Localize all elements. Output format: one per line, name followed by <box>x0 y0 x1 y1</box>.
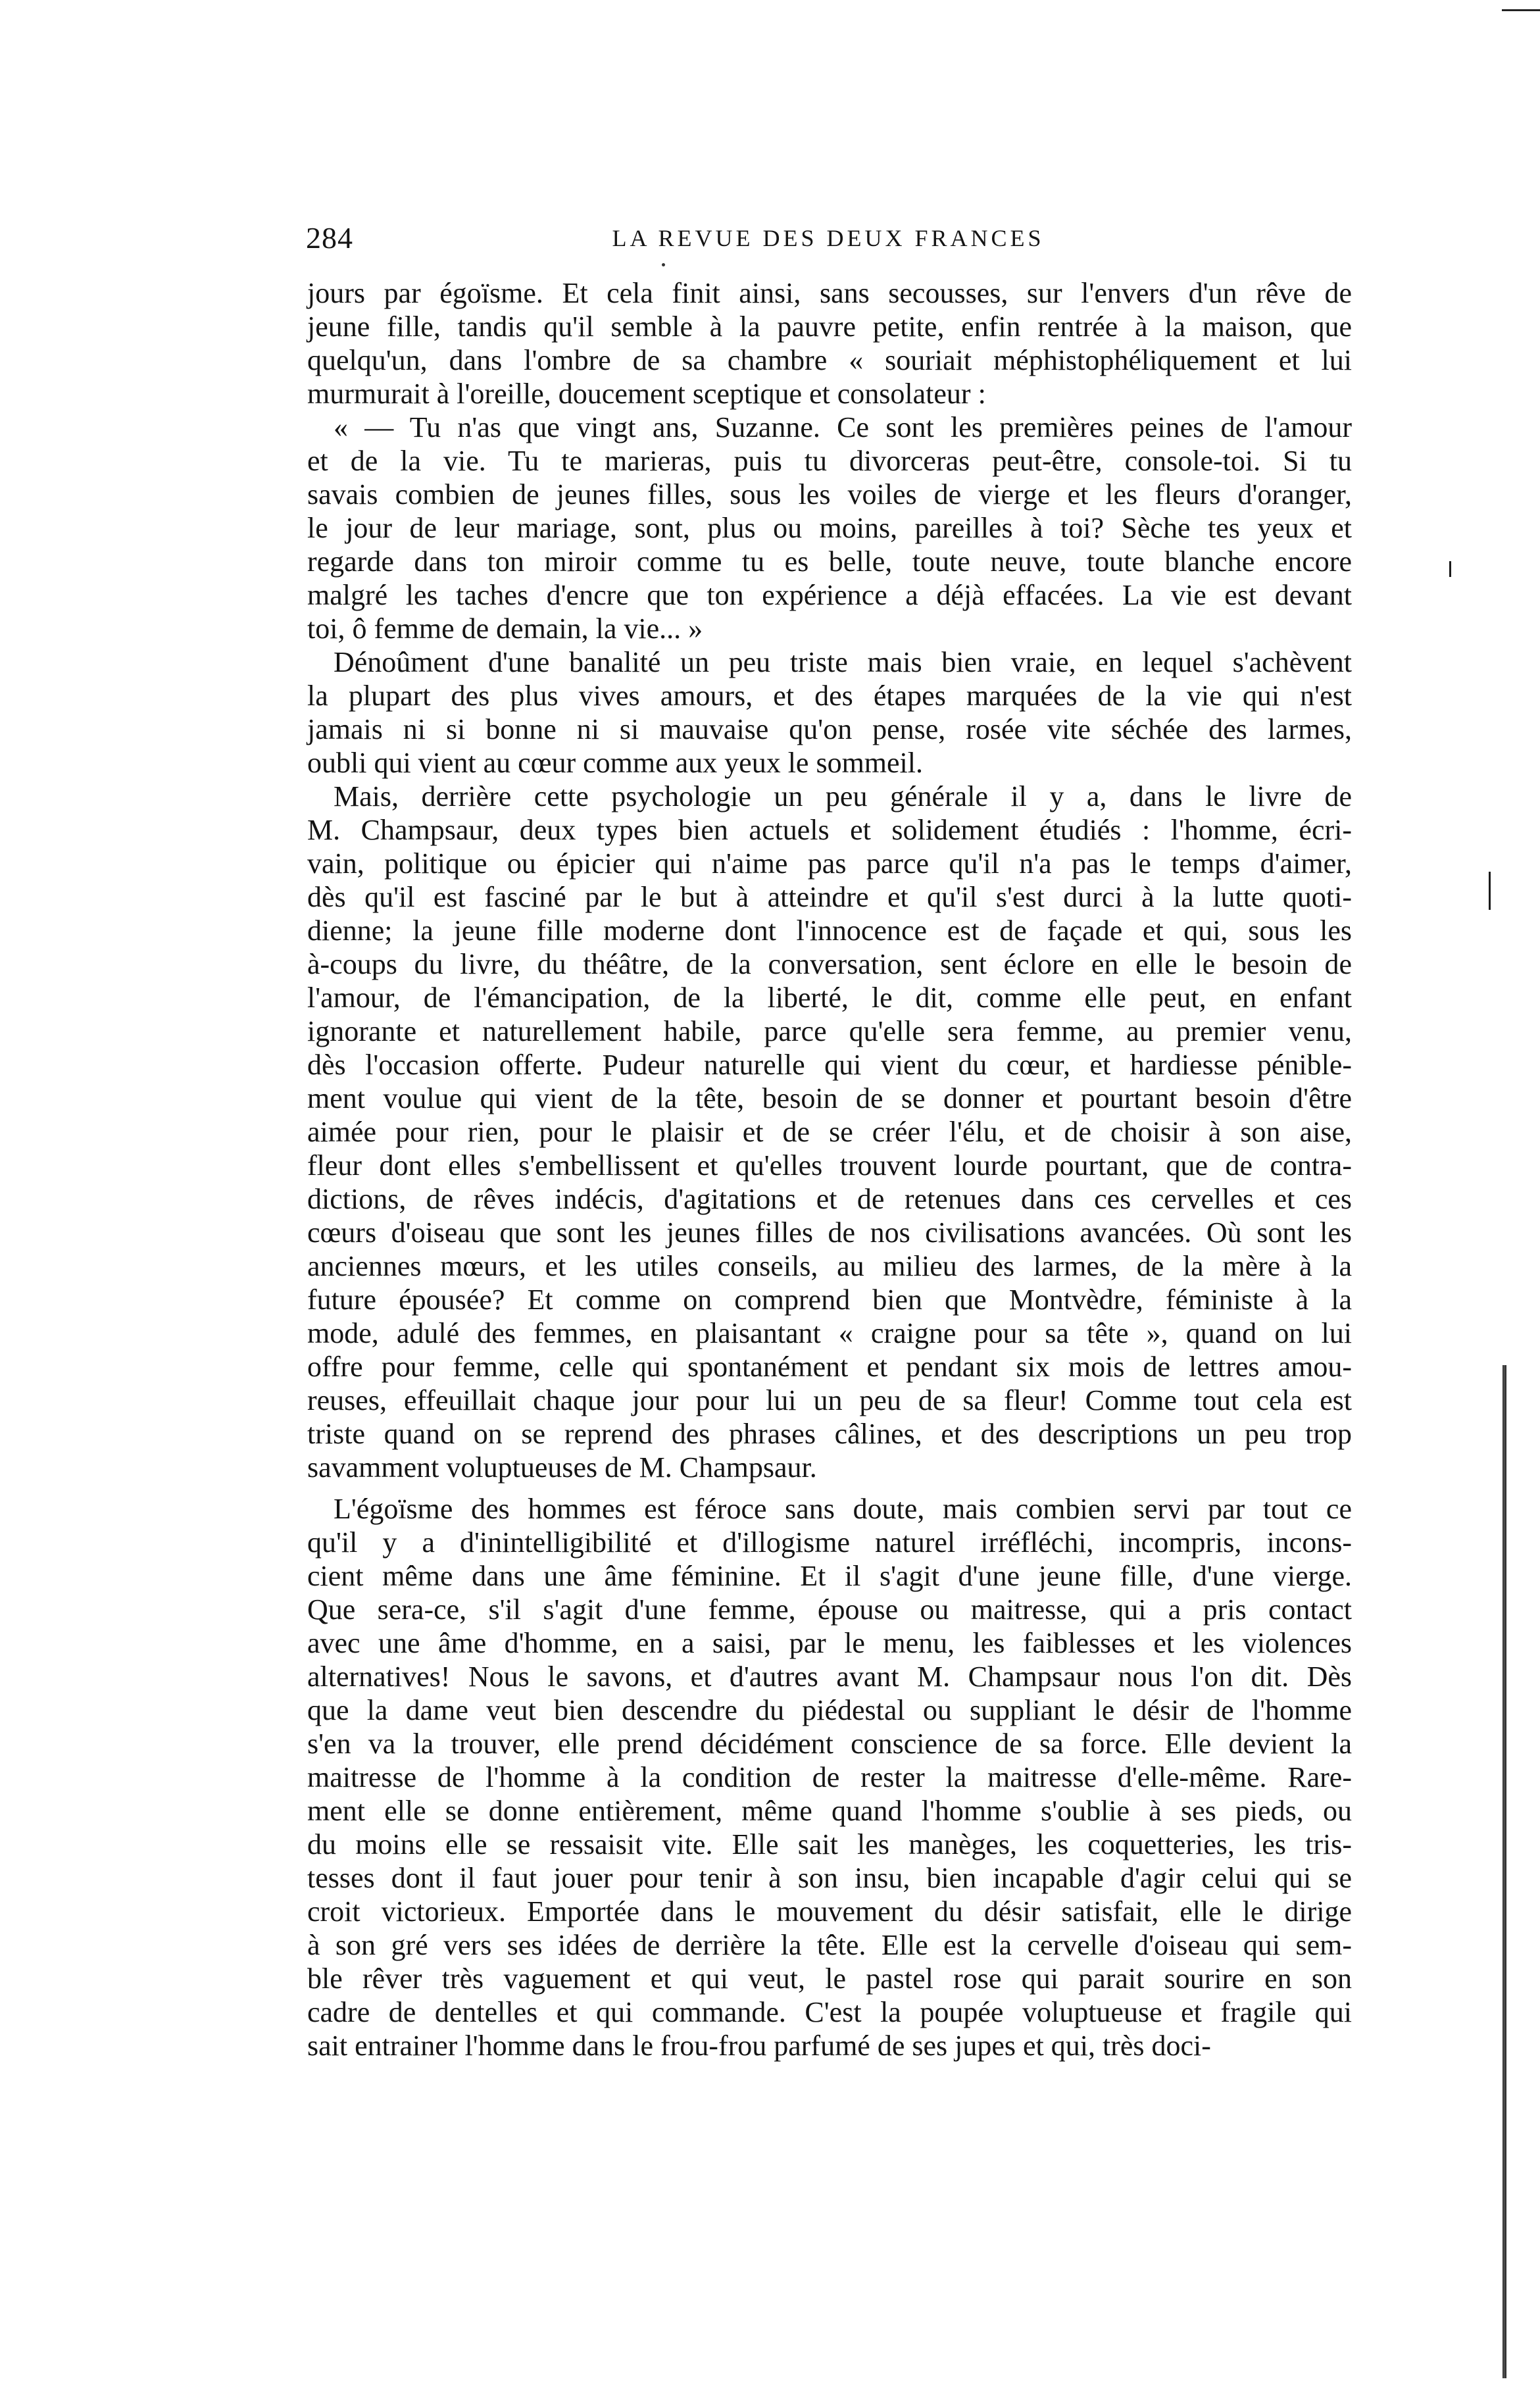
text-line: l'amour, de l'émancipation, de la liberté, le dit, comme elle peut, en enfant <box>307 982 1352 1014</box>
text-line: le jour de leur mariage, sont, plus ou moins, pareilles à toi? Sèche tes yeux et <box>307 512 1352 544</box>
paragraph-gap <box>307 1484 1352 1492</box>
paragraph <box>307 276 1352 411</box>
text-line: mode, adulé des femmes, en plaisantant « craigne pour sa tête », quand on lui <box>307 1317 1352 1349</box>
paragraph <box>307 411 1352 645</box>
text-line: vain, politique ou épicier qui n'aime pas parce qu'il n'a pas le temps d'aimer, <box>307 847 1352 880</box>
text-line: maitresse de l'homme à la condition de rester la maitresse d'elle-même. Rare- <box>307 1761 1352 1793</box>
text-line: oubli qui vient au cœur comme aux yeux le sommeil. <box>307 747 924 779</box>
text-line: « — Tu n'as que vingt ans, Suzanne. Ce sont les premières peines de l'amour <box>334 411 1352 443</box>
text-line: cœurs d'oiseau que sont les jeunes filles de nos civilisations avancées. Où sont les <box>307 1216 1352 1249</box>
text-line: savais combien de jeunes filles, sous les voiles de vierge et les fleurs d'oranger, <box>307 478 1352 511</box>
text-line: ment voulue qui vient de la tête, besoin de se donner et pourtant besoin d'être <box>307 1082 1352 1114</box>
text-line: M. Champsaur, deux types bien actuels et solidement étudiés : l'homme, écri- <box>307 814 1352 846</box>
text-line: Dénoûment d'une banalité un peu triste mais bien vraie, en lequel s'achèvent <box>334 646 1352 678</box>
page-number: 284 <box>306 221 353 255</box>
text-line: savamment voluptueuses de M. Champsaur. <box>307 1451 817 1484</box>
text-line: cient même dans une âme féminine. Et il s'agit d'une jeune fille, d'une vierge. <box>307 1560 1352 1592</box>
binding-edge-shadow <box>1503 1365 1506 2378</box>
text-line: qu'il y a d'inintelligibilité et d'illogisme naturel irréfléchi, incompris, incons- <box>307 1526 1352 1559</box>
text-line: malgré les taches d'encre que ton expérience a déjà effacées. La vie est devant <box>307 579 1352 611</box>
text-line: cadre de dentelles et qui commande. C'est la poupée voluptueuse et fragile qui <box>307 1996 1352 2028</box>
text-line: toi, ô femme de demain, la vie... » <box>307 612 703 645</box>
text-line: s'en va la trouver, elle prend décidément conscience de sa force. Elle devient la <box>307 1728 1352 1760</box>
running-header <box>306 218 1351 258</box>
text-line: anciennes mœurs, et les utiles conseils, au milieu des larmes, de la mère à la <box>307 1250 1352 1282</box>
paragraph <box>307 780 1352 1484</box>
text-line: murmurait à l'oreille, doucement sceptique et consolateur : <box>307 378 986 410</box>
paragraph <box>307 1492 1352 2062</box>
text-line: ment elle se donne entièrement, même quand l'homme s'oublie à ses pieds, ou <box>307 1795 1352 1827</box>
margin-edge-mark <box>1489 872 1491 910</box>
text-line: reuses, effeuillait chaque jour pour lui un peu de sa fleur! Comme tout cela est <box>307 1384 1352 1416</box>
text-line: ignorante et naturellement habile, parce qu'elle sera femme, au premier venu, <box>307 1015 1352 1047</box>
text-line: que la dame veut bien descendre du piédestal ou suppliant le désir de l'homme <box>307 1694 1352 1726</box>
text-line: aimée pour rien, pour le plaisir et de se créer l'élu, et de choisir à son aise, <box>307 1116 1352 1148</box>
margin-edge-mark <box>1449 561 1451 577</box>
text-line: quelqu'un, dans l'ombre de sa chambre « souriait méphistophéliquement et lui <box>307 344 1352 376</box>
text-line: triste quand on se reprend des phrases câlines, et des descriptions un peu trop <box>307 1418 1352 1450</box>
text-line: alternatives! Nous le savons, et d'autres avant M. Champsaur nous l'on dit. Dès <box>307 1661 1352 1693</box>
text-line: Mais, derrière cette psychologie un peu générale il y a, dans le livre de <box>334 780 1352 812</box>
text-line: croit victorieux. Emportée dans le mouvement du désir satisfait, elle le dirige <box>307 1895 1352 1928</box>
text-line: future épousée? Et comme on comprend bien que Montvèdre, féministe à la <box>307 1284 1352 1316</box>
body-text <box>307 276 1352 2062</box>
text-line: à son gré vers ses idées de derrière la tête. Elle est la cervelle d'oiseau qui sem- <box>307 1929 1352 1961</box>
text-line: dès qu'il est fasciné par le but à atteindre et qu'il s'est durci à la lutte quoti- <box>307 881 1352 913</box>
text-line: dictions, de rêves indécis, d'agitations et de retenues dans ces cervelles et ces <box>307 1183 1352 1215</box>
text-line: et de la vie. Tu te marieras, puis tu divorceras peut-être, console-toi. Si tu <box>307 445 1352 477</box>
text-line: la plupart des plus vives amours, et des étapes marquées de la vie qui n'est <box>307 680 1352 712</box>
text-line: jeune fille, tandis qu'il semble à la pauvre petite, enfin rentrée à la maison, que <box>307 311 1352 343</box>
text-line: offre pour femme, celle qui spontanément et pendant six mois de lettres amou- <box>307 1351 1352 1383</box>
text-line: dès l'occasion offerte. Pudeur naturelle qui vient du cœur, et hardiesse pénible- <box>307 1049 1352 1081</box>
print-speck <box>662 263 665 266</box>
text-line: ble rêver très vaguement et qui veut, le pastel rose qui parait sourire en son <box>307 1962 1352 1995</box>
text-line: jours par égoïsme. Et cela finit ainsi, sans secousses, sur l'envers d'un rêve de <box>307 277 1352 309</box>
text-line: à-coups du livre, du théâtre, de la conversation, sent éclore en elle le besoin de <box>307 948 1352 980</box>
text-line: regarde dans ton miroir comme tu es belle, toute neuve, toute blanche encore <box>307 545 1352 578</box>
text-line: fleur dont elles s'embellissent et qu'elles trouvent lourde pourtant, que de contra- <box>307 1149 1352 1182</box>
text-line: L'égoïsme des hommes est féroce sans doute, mais combien servi par tout ce <box>334 1493 1352 1525</box>
text-line: du moins elle se ressaisit vite. Elle sait les manèges, les coquetteries, les tris- <box>307 1828 1352 1861</box>
text-line: sait entrainer l'homme dans le frou-frou parfumé de ses jupes et qui, très doci- <box>307 2030 1211 2062</box>
top-edge-rule <box>1502 9 1540 11</box>
running-title: LA REVUE DES DEUX FRANCES <box>612 225 1045 251</box>
text-line: dienne; la jeune fille moderne dont l'innocence est de façade et qui, sous les <box>307 914 1352 947</box>
text-line: Que sera-ce, s'il s'agit d'une femme, épouse ou maitresse, qui a pris contact <box>307 1593 1352 1626</box>
text-line: tesses dont il faut jouer pour tenir à son insu, bien incapable d'agir celui qui se <box>307 1862 1352 1894</box>
text-line: avec une âme d'homme, en a saisi, par le menu, les faiblesses et les violences <box>307 1627 1352 1659</box>
text-line: jamais ni si bonne ni si mauvaise qu'on pense, rosée vite séchée des larmes, <box>307 713 1352 745</box>
paragraph <box>307 645 1352 780</box>
